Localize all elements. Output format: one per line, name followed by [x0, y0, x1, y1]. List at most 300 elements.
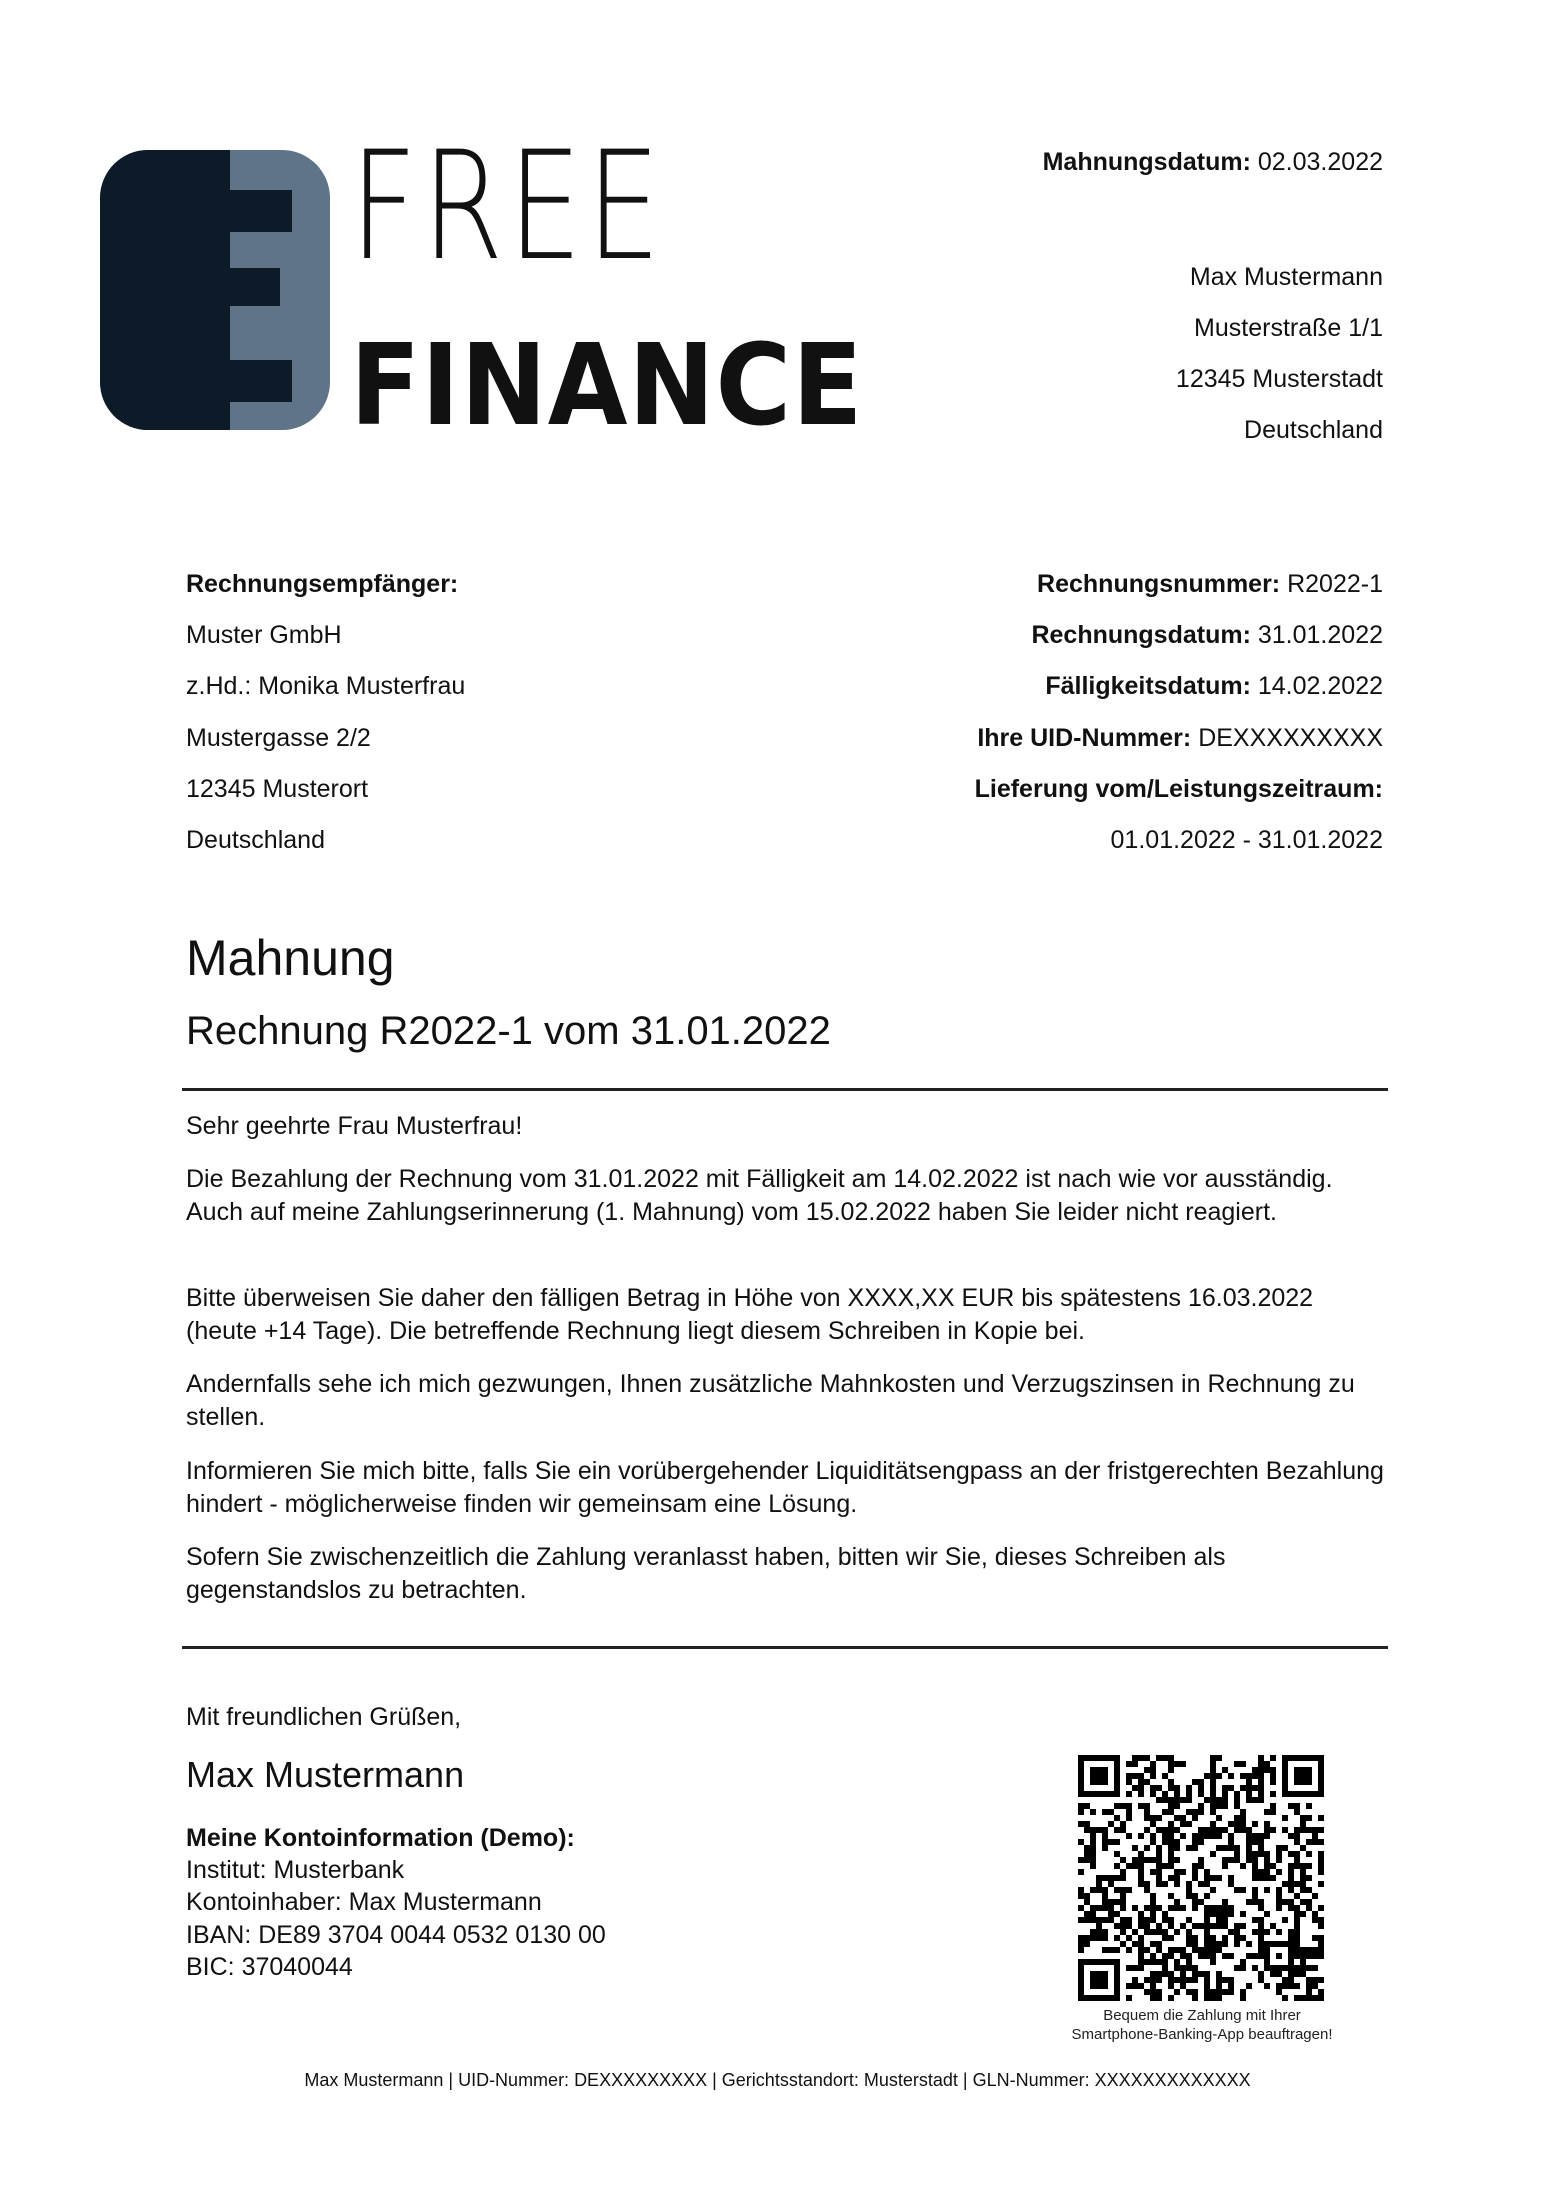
qr-module: [1216, 1977, 1222, 1983]
qr-module: [1240, 1773, 1246, 1779]
qr-module: [1168, 1971, 1174, 1977]
qr-module: [1186, 1917, 1192, 1923]
qr-module: [1156, 1881, 1162, 1887]
qr-module: [1156, 1929, 1162, 1935]
qr-module: [1186, 1887, 1192, 1893]
qr-module: [1186, 1791, 1192, 1797]
qr-module: [1138, 1917, 1144, 1923]
qr-module: [1294, 1827, 1300, 1833]
qr-module: [1132, 1761, 1138, 1767]
qr-module: [1240, 1911, 1246, 1917]
qr-module: [1132, 1863, 1138, 1869]
qr-module: [1162, 1929, 1168, 1935]
qr-module: [1246, 1779, 1252, 1785]
qr-module: [1216, 1917, 1222, 1923]
qr-module: [1240, 1995, 1246, 2001]
qr-module: [1210, 1941, 1216, 1947]
qr-module: [1258, 1767, 1264, 1773]
qr-module: [1270, 1791, 1276, 1797]
qr-module: [1120, 1869, 1126, 1875]
qr-module: [1210, 1797, 1216, 1803]
qr-module: [1180, 1821, 1186, 1827]
qr-module: [1258, 1947, 1264, 1953]
qr-module: [1198, 1881, 1204, 1887]
qr-module: [1222, 1857, 1228, 1863]
qr-module: [1210, 1767, 1216, 1773]
qr-module: [1300, 1887, 1306, 1893]
qr-module: [1120, 1821, 1126, 1827]
qr-module: [1312, 1911, 1318, 1917]
qr-module: [1078, 1917, 1084, 1923]
qr-module: [1240, 1989, 1246, 1995]
qr-module: [1192, 1965, 1198, 1971]
sender-country: Deutschland: [1244, 416, 1383, 444]
qr-module: [1216, 1911, 1222, 1917]
qr-module: [1210, 1851, 1216, 1857]
qr-module: [1276, 1905, 1282, 1911]
qr-module: [1192, 1863, 1198, 1869]
body-paragraph-1: Die Bezahlung der Rechnung vom 31.01.2022 mit Fälligkeit am 14.02.2022 ist nach wie vor ausständig. Auch auf meine Zahlungserinnerung (1. Mahnung) vom 15.02.2022 haben Sie leider nicht reagiert.: [186, 1165, 1333, 1226]
qr-module: [1186, 1959, 1192, 1965]
qr-module: [1318, 1869, 1324, 1875]
invoice-date: Rechnungsdatum: 31.01.2022: [1031, 621, 1383, 649]
qr-module: [1198, 1953, 1204, 1959]
qr-module: [1294, 1809, 1300, 1815]
qr-module: [1126, 1983, 1132, 1989]
qr-module: [1240, 1959, 1246, 1965]
qr-module: [1234, 1821, 1240, 1827]
qr-module: [1168, 1839, 1174, 1845]
qr-module: [1246, 1983, 1252, 1989]
qr-module: [1192, 1899, 1198, 1905]
qr-module: [1204, 1947, 1210, 1953]
qr-module: [1246, 1833, 1252, 1839]
qr-module: [1228, 1875, 1234, 1881]
qr-module: [1210, 1773, 1216, 1779]
qr-module: [1192, 1779, 1198, 1785]
qr-module: [1210, 1827, 1216, 1833]
qr-module: [1162, 1935, 1168, 1941]
qr-module: [1264, 1929, 1270, 1935]
qr-module: [1294, 1971, 1300, 1977]
qr-module: [1276, 1989, 1282, 1995]
qr-module: [1258, 1773, 1264, 1779]
qr-module: [1084, 1911, 1090, 1917]
qr-module: [1192, 1971, 1198, 1977]
qr-module: [1246, 1899, 1252, 1905]
qr-module: [1264, 1809, 1270, 1815]
qr-module: [1180, 1923, 1186, 1929]
qr-module: [1276, 1857, 1282, 1863]
qr-module: [1252, 1929, 1258, 1935]
qr-module: [1084, 1893, 1090, 1899]
qr-module: [1228, 1953, 1234, 1959]
qr-module: [1090, 1827, 1096, 1833]
qr-module: [1258, 1785, 1264, 1791]
qr-module: [1222, 1803, 1228, 1809]
qr-module: [1264, 1851, 1270, 1857]
qr-module: [1270, 1773, 1276, 1779]
divider-bottom: [182, 1646, 1388, 1649]
qr-module: [1246, 1953, 1252, 1959]
qr-module: [1108, 1881, 1114, 1887]
qr-module: [1294, 1923, 1300, 1929]
qr-module: [1138, 1911, 1144, 1917]
qr-module: [1216, 1941, 1222, 1947]
qr-module: [1294, 1893, 1300, 1899]
qr-module: [1228, 1839, 1234, 1845]
qr-module: [1180, 1977, 1186, 1983]
qr-module: [1162, 1971, 1168, 1977]
qr-module: [1162, 1827, 1168, 1833]
qr-module: [1228, 1905, 1234, 1911]
qr-module: [1114, 1851, 1120, 1857]
qr-module: [1240, 1827, 1246, 1833]
qr-module: [1288, 1977, 1294, 1983]
qr-module: [1252, 1833, 1258, 1839]
qr-module: [1270, 1779, 1276, 1785]
qr-module: [1258, 1875, 1264, 1881]
qr-module: [1144, 1857, 1150, 1863]
qr-module: [1138, 1923, 1144, 1929]
qr-module: [1300, 1869, 1306, 1875]
salutation: Sehr geehrte Frau Musterfrau!: [186, 1112, 523, 1140]
qr-module: [1120, 1905, 1126, 1911]
qr-module: [1192, 1839, 1198, 1845]
qr-caption-line-1: Bequem die Zahlung mit Ihrer: [1103, 2007, 1301, 2024]
qr-module: [1180, 1983, 1186, 1989]
qr-module: [1258, 1971, 1264, 1977]
qr-module: [1156, 1755, 1162, 1761]
qr-module: [1258, 1923, 1264, 1929]
logo-word-free: FREE: [350, 120, 666, 294]
qr-module: [1078, 1821, 1084, 1827]
qr-module: [1234, 1929, 1240, 1935]
qr-module: [1120, 1893, 1126, 1899]
qr-module: [1150, 1773, 1156, 1779]
payment-qr-code: [1078, 1755, 1324, 2001]
qr-module: [1150, 1917, 1156, 1923]
qr-module: [1270, 1863, 1276, 1869]
qr-module: [1198, 1791, 1204, 1797]
qr-module: [1306, 1899, 1312, 1905]
qr-module: [1252, 1839, 1258, 1845]
qr-module: [1102, 1917, 1108, 1923]
qr-module: [1318, 1977, 1324, 1983]
qr-module: [1306, 1875, 1312, 1881]
qr-module: [1138, 1833, 1144, 1839]
qr-module: [1204, 1911, 1210, 1917]
qr-module: [1192, 1905, 1198, 1911]
qr-module: [1216, 1827, 1222, 1833]
qr-module: [1192, 1941, 1198, 1947]
qr-module: [1162, 1953, 1168, 1959]
qr-module: [1204, 1977, 1210, 1983]
qr-module: [1156, 1785, 1162, 1791]
qr-module: [1222, 1845, 1228, 1851]
qr-module: [1210, 1755, 1216, 1761]
qr-module: [1228, 1983, 1234, 1989]
qr-module: [1306, 1803, 1312, 1809]
qr-module: [1120, 1917, 1126, 1923]
qr-module: [1204, 1797, 1210, 1803]
qr-module: [1288, 1983, 1294, 1989]
qr-module: [1204, 1983, 1210, 1989]
qr-module: [1240, 1965, 1246, 1971]
qr-module: [1120, 1929, 1126, 1935]
qr-module: [1150, 1971, 1156, 1977]
qr-module: [1168, 1857, 1174, 1863]
qr-module: [1114, 1947, 1120, 1953]
qr-module: [1186, 1881, 1192, 1887]
qr-module: [1090, 1839, 1096, 1845]
qr-module: [1150, 1767, 1156, 1773]
qr-module: [1288, 1887, 1294, 1893]
qr-module: [1282, 1845, 1288, 1851]
qr-module: [1144, 1959, 1150, 1965]
qr-module: [1252, 1893, 1258, 1899]
qr-module: [1192, 1977, 1198, 1983]
recipient-label: Rechnungsempfänger:: [186, 570, 459, 598]
qr-module: [1210, 1953, 1216, 1959]
qr-module: [1270, 1809, 1276, 1815]
qr-module: [1138, 1941, 1144, 1947]
qr-module: [1096, 1887, 1102, 1893]
qr-module: [1198, 1839, 1204, 1845]
qr-module: [1144, 1989, 1150, 1995]
qr-module: [1258, 1851, 1264, 1857]
qr-module: [1192, 1995, 1198, 2001]
qr-module: [1222, 1905, 1228, 1911]
qr-module: [1282, 1995, 1288, 2001]
qr-module: [1318, 1851, 1324, 1857]
qr-module: [1210, 1995, 1216, 2001]
qr-module: [1210, 1785, 1216, 1791]
page-title: Mahnung: [186, 930, 395, 986]
qr-module: [1084, 1857, 1090, 1863]
qr-module: [1180, 1965, 1186, 1971]
qr-module: [1102, 1935, 1108, 1941]
qr-module: [1168, 1863, 1174, 1869]
account-holder: Kontoinhaber: Max Mustermann: [186, 1888, 542, 1916]
qr-module: [1204, 1869, 1210, 1875]
qr-module: [1312, 1827, 1318, 1833]
page-footer: Max Mustermann | UID-Nummer: DEXXXXXXXXX | Gerichtsstandort: Musterstadt | GLN-Nummer: XXXXXXXXXXXXX: [304, 2070, 1251, 2090]
qr-module: [1126, 1815, 1132, 1821]
qr-module: [1168, 1827, 1174, 1833]
qr-module: [1090, 1905, 1096, 1911]
qr-module: [1138, 1965, 1144, 1971]
qr-module: [1270, 1827, 1276, 1833]
qr-module: [1276, 1899, 1282, 1905]
qr-module: [1084, 1941, 1090, 1947]
qr-module: [1312, 1965, 1318, 1971]
qr-module: [1156, 1851, 1162, 1857]
qr-module: [1168, 1833, 1174, 1839]
qr-module: [1114, 1827, 1120, 1833]
qr-module: [1264, 1767, 1270, 1773]
qr-module: [1120, 1941, 1126, 1947]
qr-module: [1300, 1881, 1306, 1887]
qr-module: [1312, 1953, 1318, 1959]
qr-module: [1306, 1953, 1312, 1959]
qr-module: [1234, 1803, 1240, 1809]
qr-module: [1132, 1983, 1138, 1989]
qr-module: [1234, 1827, 1240, 1833]
qr-module: [1102, 1887, 1108, 1893]
qr-module: [1090, 1917, 1096, 1923]
qr-module: [1150, 1833, 1156, 1839]
qr-module: [1258, 1833, 1264, 1839]
qr-module: [1312, 1983, 1318, 1989]
qr-module: [1204, 1941, 1210, 1947]
qr-module: [1318, 1995, 1324, 2001]
qr-module: [1186, 1893, 1192, 1899]
qr-module: [1222, 1923, 1228, 1929]
qr-module: [1156, 1905, 1162, 1911]
qr-module: [1174, 1959, 1180, 1965]
qr-module: [1180, 1833, 1186, 1839]
qr-module: [1294, 1881, 1300, 1887]
qr-module: [1192, 1875, 1198, 1881]
qr-module: [1132, 1977, 1138, 1983]
qr-module: [1156, 1797, 1162, 1803]
qr-module: [1126, 1923, 1132, 1929]
qr-code-icon: [1078, 1755, 1324, 2001]
qr-module: [1300, 1947, 1306, 1953]
due-date: Fälligkeitsdatum: 14.02.2022: [1045, 672, 1383, 700]
qr-module: [1222, 1863, 1228, 1869]
qr-module: [1312, 1947, 1318, 1953]
qr-module: [1216, 1773, 1222, 1779]
qr-module: [1252, 1767, 1258, 1773]
qr-module: [1222, 1941, 1228, 1947]
qr-module: [1102, 1905, 1108, 1911]
qr-module: [1132, 1929, 1138, 1935]
qr-module: [1222, 1767, 1228, 1773]
qr-module: [1306, 1827, 1312, 1833]
qr-module: [1078, 1887, 1084, 1893]
qr-module: [1192, 1947, 1198, 1953]
qr-module: [1186, 1845, 1192, 1851]
qr-module: [1180, 1815, 1186, 1821]
qr-module: [1192, 1893, 1198, 1899]
qr-module: [1282, 1977, 1288, 1983]
qr-module: [1204, 1971, 1210, 1977]
qr-module: [1210, 1821, 1216, 1827]
body-paragraph-5: Sofern Sie zwischenzeitlich die Zahlung veranlasst haben, bitten wir Sie, dieses Schreiben als gegenstandslos zu betrachten.: [186, 1543, 1226, 1604]
qr-module: [1102, 1893, 1108, 1899]
qr-module: [1222, 1827, 1228, 1833]
qr-module: [1204, 1989, 1210, 1995]
sender-city: 12345 Musterstadt: [1175, 365, 1383, 393]
qr-module: [1270, 1803, 1276, 1809]
qr-module: [1180, 1797, 1186, 1803]
qr-module: [1252, 1785, 1258, 1791]
delivery-period-label: Lieferung vom/Leistungszeitraum:: [974, 775, 1383, 803]
qr-module: [1306, 1977, 1312, 1983]
qr-module: [1174, 1881, 1180, 1887]
qr-module: [1126, 1995, 1132, 2001]
qr-module: [1150, 1791, 1156, 1797]
qr-module: [1300, 1863, 1306, 1869]
qr-module: [1084, 1821, 1090, 1827]
account-bic: BIC: 37040044: [186, 1953, 353, 1981]
qr-module: [1210, 1959, 1216, 1965]
qr-module: [1246, 1791, 1252, 1797]
qr-module: [1294, 1965, 1300, 1971]
qr-module: [1150, 1929, 1156, 1935]
qr-module: [1252, 1863, 1258, 1869]
qr-module: [1222, 1935, 1228, 1941]
qr-module: [1264, 1911, 1270, 1917]
qr-module: [1108, 1905, 1114, 1911]
qr-module: [1108, 1875, 1114, 1881]
qr-module: [1306, 1989, 1312, 1995]
qr-module: [1126, 1779, 1132, 1785]
qr-module: [1246, 1839, 1252, 1845]
qr-module: [1126, 1965, 1132, 1971]
qr-module: [1204, 1995, 1210, 2001]
qr-module: [1168, 1917, 1174, 1923]
qr-module: [1156, 1875, 1162, 1881]
qr-module: [1318, 1935, 1324, 1941]
qr-module: [1216, 1923, 1222, 1929]
qr-module: [1222, 1953, 1228, 1959]
qr-module: [1126, 1917, 1132, 1923]
qr-module: [1198, 1899, 1204, 1905]
qr-module: [1126, 1947, 1132, 1953]
qr-module: [1078, 1803, 1084, 1809]
qr-module: [1126, 1803, 1132, 1809]
qr-module: [1138, 1791, 1144, 1797]
qr-module: [1228, 1929, 1234, 1935]
qr-module: [1294, 1833, 1300, 1839]
qr-module: [1288, 1863, 1294, 1869]
qr-module: [1240, 1863, 1246, 1869]
qr-module: [1102, 1833, 1108, 1839]
qr-module: [1114, 1875, 1120, 1881]
qr-module: [1222, 1989, 1228, 1995]
qr-module: [1156, 1863, 1162, 1869]
qr-module: [1216, 1983, 1222, 1989]
qr-module: [1126, 1833, 1132, 1839]
qr-module: [1282, 1917, 1288, 1923]
qr-module: [1222, 1977, 1228, 1983]
qr-module: [1312, 1833, 1318, 1839]
qr-module: [1144, 1809, 1150, 1815]
qr-module: [1270, 1971, 1276, 1977]
qr-module: [1168, 1797, 1174, 1803]
qr-module: [1300, 1875, 1306, 1881]
qr-module: [1144, 1845, 1150, 1851]
qr-module: [1150, 1983, 1156, 1989]
qr-module: [1090, 1809, 1096, 1815]
qr-module: [1138, 1779, 1144, 1785]
qr-module: [1192, 1989, 1198, 1995]
qr-module: [1234, 1815, 1240, 1821]
qr-module: [1228, 1821, 1234, 1827]
qr-module: [1084, 1935, 1090, 1941]
qr-module: [1096, 1875, 1102, 1881]
qr-module: [1090, 1857, 1096, 1863]
qr-module: [1306, 1965, 1312, 1971]
qr-module: [1144, 1755, 1150, 1761]
qr-module: [1156, 1857, 1162, 1863]
qr-module: [1084, 1827, 1090, 1833]
qr-module: [1294, 1953, 1300, 1959]
qr-module: [1150, 1857, 1156, 1863]
